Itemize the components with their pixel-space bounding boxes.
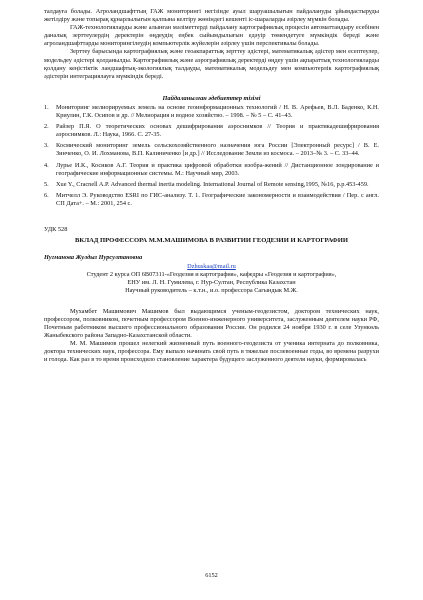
reference-text: Xue Y., Cracnell A.P. Advanced thermal inertia modeling. International Journal of Remote sensing,1995, №16, p.p.453-459. xyxy=(56,180,369,188)
intro-paragraph: Зерттеу барысында картографиялық және геоакпараттық зерттеу әдістері, математикалық әдістер мен есептеулер, модельдеу әдістері қолданылды. Картографиялық және аэрографиялық деректерді өңдеу үшін ақпараттық технологияларды қолдану кеңістіктік ландшафтық-экологиялық талдауды, математикалық модельдеу мен компьютерлік картографиялық әдістерін интеграциялауға мүмкіндік береді. xyxy=(44,48,379,80)
author-name: Нугманова Жулдыз Нурсултановна xyxy=(44,254,143,262)
reference-text: Митчелл Э. Руководство ESRI по ГИС-анализу. Т. 1. Географические закономерности и взаимодействия / Пер. с англ. СП Дата+. – М.: 2001, 254 с. xyxy=(56,191,379,207)
udk-code: УДК 528 xyxy=(44,225,68,233)
author-affiliation: Студент 2 курса ОП 6В07311-«Геодезия и картография», кафедры «Геодезия и картография», xyxy=(86,271,337,279)
reference-number: 5. xyxy=(44,180,49,188)
reference-number: 6. xyxy=(44,191,49,199)
reference-number: 1. xyxy=(44,103,49,111)
reference-item xyxy=(44,104,379,120)
intro-paragraph: ГАЖ-технологияларды және алынған мәліметтерді пайдалану картографиялық процесін автоматтандыру есебінен даналық зерттеулердің деректерін өңдеудің еңбек сыйымдылығын едәуір төмендетуге мүмкіндік береді және агроландшафттарды мониторингілеудің компьютерлік жүйелерін әзірлеу үшін перспективалы болады. xyxy=(44,24,379,48)
reference-item xyxy=(44,162,379,178)
author-university: ЕНУ им. Л. Н. Гумилева, г. Нур-Султан, Республика Казахстан xyxy=(127,279,296,287)
reference-item xyxy=(44,181,379,189)
body-paragraph: М. М. Машимов прошел нелегкий жизненный путь военного-геодезиста от ученика интерната до полковника, доктора технических наук, профессора. Ему выпало начинать свой путь в тяжелые послевоенные годы, во времена разрухи и голода. Как раз в то время происходило становление характера будущего заслуженного деятеля науки, формировалась xyxy=(44,339,379,364)
reference-text: Космический мониторинг земель сельскохозяйственного назначения юга России [Электронный ресурс] / В. Е. Зинченко, О. И. Лохманова, В.П. Калиниченко [и др.] // Исследование Земли из космоса. – 2013–№ 3. – С. 33–44. xyxy=(56,142,379,158)
reference-number: 3. xyxy=(44,142,49,150)
article-body xyxy=(44,308,379,365)
article-title: ВКЛАД ПРОФЕССОРА М.М.МАШИМОВА В РАЗВИТИИ ГЕОДЕЗИИ И КАРТОГРАФИИ xyxy=(75,237,348,245)
intro-section xyxy=(44,8,379,81)
scientific-supervisor: Научный руководитель – к.т.н., и.о. профессора Сагындык М.Ж. xyxy=(125,287,298,295)
reference-item xyxy=(44,123,379,139)
reference-text: Лурье И.К., Косиков А.Г. Теория и практика цифровой обработки изобра-жений // Дистанционное зондирование и географические информационные системы. М.: Научный мир, 2003. xyxy=(56,161,379,177)
author-email-link[interactable]: Dzhuskaa@mail.ru xyxy=(187,263,236,271)
references-heading: Пайдаланылған әдебиеттер тізімі xyxy=(162,94,261,102)
reference-item xyxy=(44,142,379,158)
reference-text: Мониторинг мелиорируемых земель на основе геоинформационных технологий / Н. В. Арефьев, В.Л. Баденко, К.Н. Криулин, Г.К. Осипов и др. // Мелиорация и водное хозяйство. – 1998. – № 5 – С. 41–43. xyxy=(56,103,379,120)
intro-paragraph: талдауға болады. Агроландшафттың ГАЖ мониторингі негізінде ауыл шаруашылығын пайдалануды ұйымдастыруды жетілдіру және топырақ құнарлылығын қалпына келтіру жөніндегі кешенті іс-шараларды әзірлеу мүмкін болады. xyxy=(44,8,379,24)
reference-text: Райзер П.Я. О теоретических основах дешифрирования аэроснимков // Теория и практикадешифрирования аэроснимков. Л.: Наука, 1966. С. 27-35. xyxy=(56,123,379,139)
page-number: 6152 xyxy=(205,571,218,579)
reference-item xyxy=(44,192,379,208)
references-list xyxy=(44,104,379,208)
body-paragraph: Мухамбет Машимович Машимов был выдающимся ученым-геодезистом, доктором технических наук, профессором, полковником, почетным профессором Военно-инженерного университета, заслуженным деятелем науки РФ, Почетным работником высшего профессионального образования России. Он родился 24 ноября 1930 г. в селе Узункөль Жаныбекского района Западно-Казахстанской области. xyxy=(44,307,379,339)
reference-number: 4. xyxy=(44,161,49,169)
reference-number: 2. xyxy=(44,123,49,131)
